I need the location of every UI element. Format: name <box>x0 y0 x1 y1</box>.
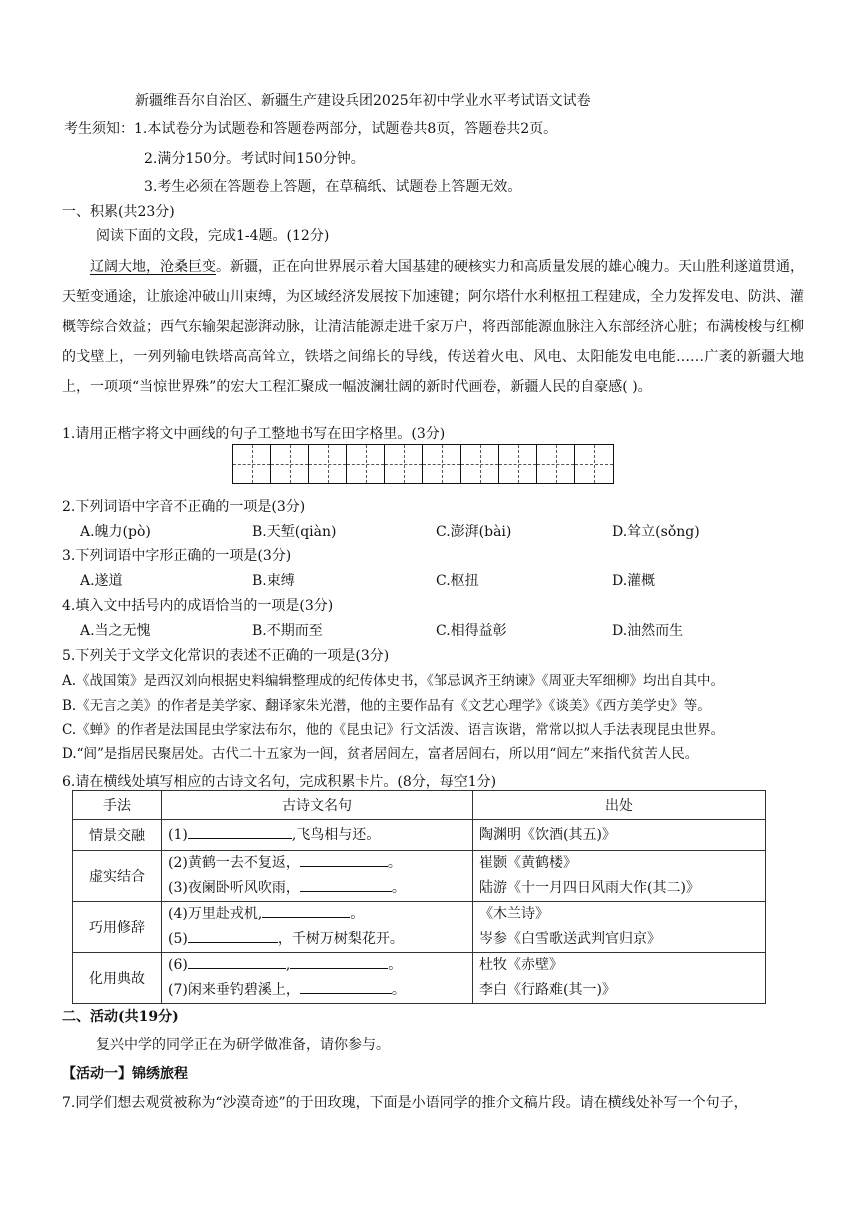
source-line: 杜牧《赤壁》 <box>479 957 563 973</box>
q5-option-d[interactable]: D.“闾”是指居民聚居处。古代二十五家为一闾，贫者居闾左，富者居闾右，所以用“闾左”来指代贫苦人民。 <box>62 746 699 762</box>
passage-text: 。新疆，正在向世界展示着大国基建的硬核实力和高质量发展的雄心魄力。天山胜利遂道贯通，天堑变通途，让旅途冲破山川束缚，为区域经济发展按下加速键；阿尔塔什水利枢扭工程建成，全力发挥发电、防洪、灌概等综合效益；西气东输架起澎湃动脉，让清洁能源走进千家万户，将西部能源血脉注入东部经济心脏；布满梭梭与红柳的戈壁上，一列列输电铁塔高高耸立，铁塔之间绵长的导线，传送着火电、风电、太阳能发电电能……广袤的新疆大地上，一项项“当惊世界殊”的宏大工程汇聚成一幅波澜壮阔的新时代画卷，新疆人民的自豪感( )。 <box>62 259 804 395</box>
poem-cell <box>162 851 473 902</box>
q4-option-c[interactable]: C.相得益彰 <box>436 623 507 639</box>
q5-option-b[interactable]: B.《无言之美》的作者是美学家、翻译家朱光潜，他的主要作品有《文艺心理学》《谈美》《西方美学史》等。 <box>62 698 711 714</box>
notice-label: 考生须知： <box>64 121 134 137</box>
poem-cell <box>162 953 473 1004</box>
q4-option-a[interactable]: A.当之无愧 <box>80 623 151 639</box>
notice-item-3: 3.考生必须在答题卷上答题，在草稿纸、试题卷上答题无效。 <box>144 179 522 195</box>
poem-suffix: 。 <box>388 957 403 973</box>
activity-1-title: 【活动一】锦绣旅程 <box>62 1066 188 1082</box>
grid-cell[interactable] <box>499 445 537 483</box>
poem-prefix: (1) <box>168 827 188 843</box>
q2-option-b[interactable]: B.天堑(qiàn) <box>252 524 337 540</box>
source-line: 李白《行路难(其一)》 <box>479 982 616 998</box>
poem-suffix: ,飞鸟相与还。 <box>291 827 381 843</box>
source-line: 陆游《十一月四日风雨大作(其二)》 <box>479 880 700 896</box>
grid-cell[interactable] <box>423 445 461 483</box>
q3-option-b[interactable]: B.束缚 <box>252 573 295 589</box>
poem-suffix: 。 <box>391 982 406 998</box>
table-row <box>73 851 766 902</box>
q3-option-d[interactable]: D.灌概 <box>612 573 656 589</box>
grid-cell[interactable] <box>461 445 499 483</box>
poem-prefix: (7)闲来垂钓碧溪上， <box>168 982 300 998</box>
question-6: 6.请在横线处填写相应的古诗文名句，完成积累卡片。(8分，每空1分) <box>62 774 497 790</box>
source-line: 崔颢《黄鹤楼》 <box>479 855 577 871</box>
table-row <box>73 902 766 953</box>
fill-blank[interactable] <box>188 954 286 969</box>
grid-cell[interactable] <box>347 445 385 483</box>
grid-cell[interactable] <box>537 445 575 483</box>
question-2: 2.下列词语中字音不正确的一项是(3分) <box>62 499 306 515</box>
q2-option-c[interactable]: C.澎湃(bài) <box>436 524 512 540</box>
reading-passage <box>62 252 804 402</box>
source-line: 岑参《白雪歌送武判官归京》 <box>479 931 661 947</box>
poem-line <box>168 927 466 952</box>
source-cell <box>473 851 766 902</box>
table-header: 手法 <box>73 791 162 820</box>
table-header-row <box>73 791 766 820</box>
poem-prefix: (2)黄鹤一去不复返， <box>168 855 300 871</box>
accumulation-card-table <box>72 790 766 1004</box>
question-5: 5.下列关于文学文化常识的表述不正确的一项是(3分) <box>62 648 390 664</box>
poem-line <box>168 902 466 927</box>
poem-cell <box>162 820 473 851</box>
q2-option-d[interactable]: D.耸立(sǒng) <box>612 524 700 540</box>
method-cell: 情景交融 <box>73 820 162 851</box>
poem-prefix: (3)夜阑卧听风吹雨， <box>168 880 300 896</box>
question-3: 3.下列词语中字形正确的一项是(3分) <box>62 548 292 564</box>
poem-cell <box>162 902 473 953</box>
poem-suffix: 。 <box>387 855 402 871</box>
notice-item-2: 2.满分150分。考试时间150分钟。 <box>144 151 365 167</box>
poem-line <box>168 953 466 978</box>
grid-cell[interactable] <box>575 445 613 483</box>
method-cell: 巧用修辞 <box>73 902 162 953</box>
question-7: 7.同学们想去观赏被称为“沙漠奇迹”的于田玫瑰，下面是小语同学的推介文稿片段。请在横线处补写一个句子， <box>62 1095 748 1111</box>
q3-option-c[interactable]: C.枢扭 <box>436 573 479 589</box>
table-row <box>73 953 766 1004</box>
q4-option-b[interactable]: B.不期而至 <box>252 623 323 639</box>
poem-prefix: (4)万里赴戎机, <box>168 906 263 922</box>
section1-title: 一、积累(共23分) <box>62 204 175 220</box>
q4-option-d[interactable]: D.油然而生 <box>612 623 684 639</box>
q5-option-c[interactable]: C.《蝉》的作者是法国昆虫学家法布尔，他的《昆虫记》行文活泼、语言诙谐，常常以拟人手法表现昆虫世界。 <box>62 722 725 738</box>
fill-blank[interactable] <box>300 852 388 867</box>
grid-cell[interactable] <box>233 445 271 483</box>
grid-cell[interactable] <box>271 445 309 483</box>
poem-suffix: 。 <box>350 906 365 922</box>
question-1: 1.请用正楷字将文中画线的句子工整地书写在田字格里。(3分) <box>62 426 446 442</box>
q5-option-a[interactable]: A.《战国策》是西汉刘向根据史料编辑整理成的纪传体史书，《邹忌讽齐王纳谏》《周亚夫军细柳》均出自其中。 <box>62 673 725 689</box>
poem-line <box>168 978 466 1003</box>
poem-prefix: (5) <box>168 931 188 947</box>
table-header: 出处 <box>473 791 766 820</box>
section2-intro: 复兴中学的同学正在为研学做准备，请你参与。 <box>96 1037 390 1053</box>
poem-suffix: ，千树万树梨花开。 <box>277 931 404 947</box>
grid-cell[interactable] <box>385 445 423 483</box>
section2-title: 二、活动(共19分) <box>62 1009 179 1025</box>
method-cell: 化用典故 <box>73 953 162 1004</box>
method-cell: 虚实结合 <box>73 851 162 902</box>
q3-option-a[interactable]: A.遂道 <box>80 573 123 589</box>
source-cell: 陶渊明《饮酒(其五)》 <box>473 820 766 851</box>
poem-prefix: (6) <box>168 957 188 973</box>
fill-blank[interactable] <box>188 928 278 943</box>
underlined-sentence: 辽阔大地，沧桑巨变 <box>90 259 216 275</box>
table-header: 古诗文名句 <box>162 791 473 820</box>
notice-line-1 <box>64 118 557 138</box>
fill-blank[interactable] <box>262 903 350 918</box>
poem-mid: , <box>285 957 291 973</box>
fill-blank[interactable] <box>188 824 292 839</box>
poem-suffix: 。 <box>391 880 406 896</box>
q2-option-a[interactable]: A.魄力(pò) <box>80 524 151 540</box>
grid-cell[interactable] <box>309 445 347 483</box>
table-row <box>73 820 766 851</box>
notice-item-1: 1.本试卷分为试题卷和答题卷两部分，试题卷共8页，答题卷共2页。 <box>134 121 558 137</box>
fill-blank[interactable] <box>290 954 388 969</box>
exam-title: 新疆维吾尔自治区、新疆生产建设兵团2025年初中学业水平考试语文试卷 <box>135 93 591 109</box>
fill-blank[interactable] <box>300 877 392 892</box>
poem-line <box>168 876 466 901</box>
section1-instruction: 阅读下面的文段，完成1-4题。(12分) <box>96 228 330 244</box>
tianzige-grid[interactable] <box>232 444 614 484</box>
poem-line <box>168 851 466 876</box>
source-line: 《木兰诗》 <box>479 906 549 922</box>
question-4: 4.填入文中括号内的成语恰当的一项是(3分) <box>62 598 334 614</box>
source-cell <box>473 953 766 1004</box>
fill-blank[interactable] <box>300 979 392 994</box>
source-cell <box>473 902 766 953</box>
